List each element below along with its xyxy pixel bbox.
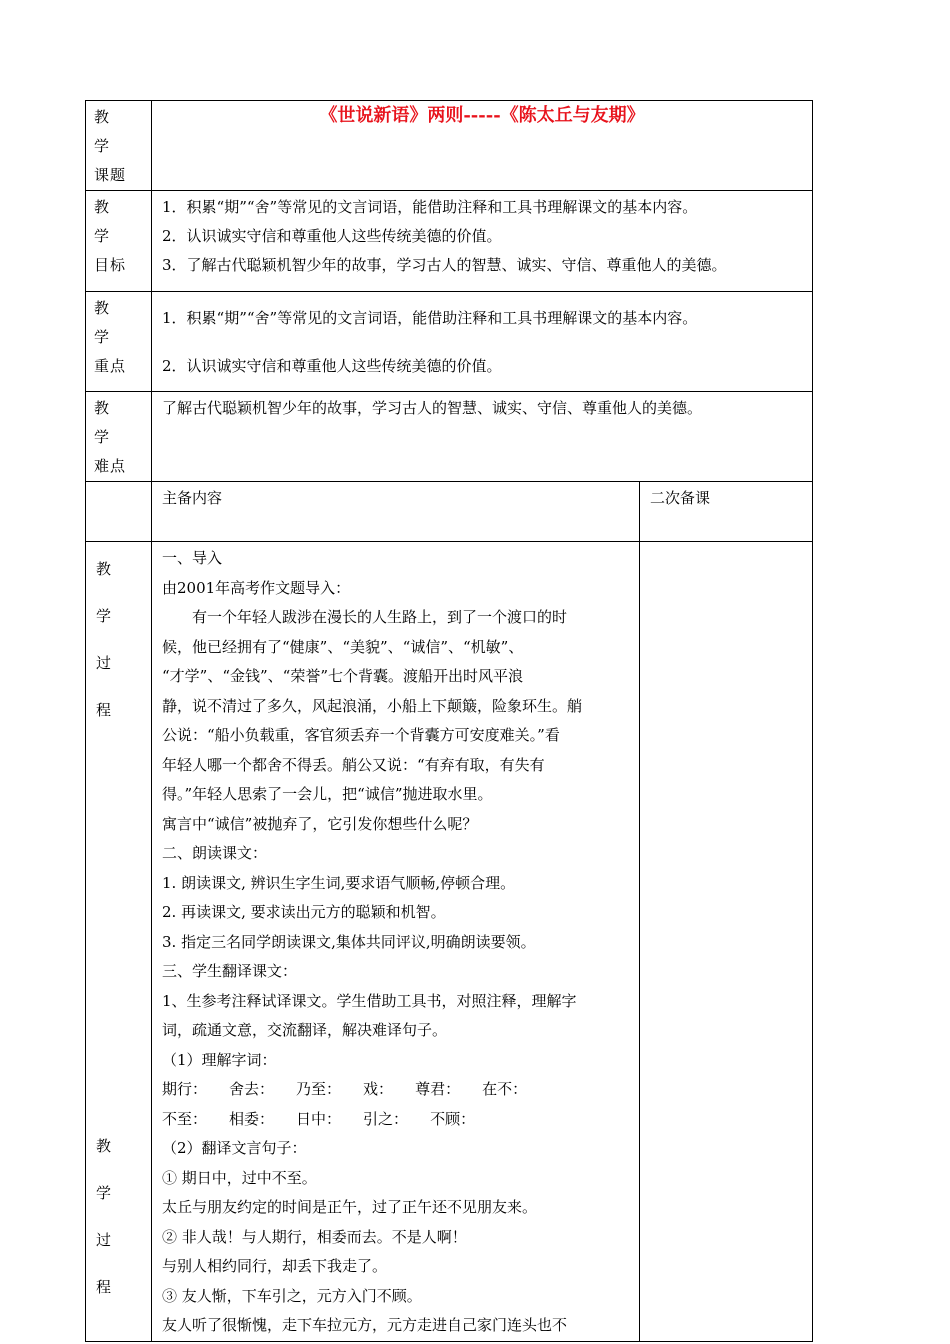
process-line: （1）理解字词： [162, 1050, 277, 1069]
header-row [86, 482, 813, 542]
process-line: 三、学生翻译课文： [162, 962, 298, 980]
process-label-cell [86, 542, 152, 1342]
goal-item: 1．积累“期”“舍”等常见的文言词语，能借助注释和工具书理解课文的基本内容。 [162, 198, 698, 216]
goals-label-line2: 目标 [94, 256, 127, 274]
process-line: 1、生参考注释试译课文。学生借助工具书，对照注释，理解字 [162, 991, 577, 1010]
difficulties-label-line2: 难点 [94, 457, 127, 475]
key-point-item: 2．认识诚实守信和尊重他人这些传统美德的价值。 [162, 357, 502, 375]
word-item: 舍去： [229, 1080, 275, 1098]
word-item: 尊君： [415, 1080, 461, 1098]
main-content-header [152, 482, 640, 542]
process-label-char: 学 [96, 1184, 112, 1202]
process-line: 3. 指定三名同学朗读课文,集体共同评议,明确朗读要领。 [162, 932, 536, 951]
word-item: 相委： [229, 1109, 275, 1128]
process-line: 年轻人哪一个都舍不得丢。艄公又说：“有弃有取，有失有 [162, 755, 545, 774]
goals-label [86, 191, 161, 292]
process-line: 友人听了很惭愧，走下车拉元方，元方走进自己家门连头也不 [162, 1316, 568, 1334]
topic-label-line1: 教 学 [94, 108, 161, 155]
secondary-prep-header-text: 二次备课 [650, 489, 711, 507]
goal-item: 3．了解古代聪颖机智少年的故事，学习古人的智慧、诚实、守信、尊重他人的美德。 [162, 256, 727, 274]
goals-label-line1: 教 学 [94, 198, 161, 245]
topic-cell [152, 101, 813, 191]
process-line: （2）翻译文言句子： [162, 1139, 307, 1157]
process-line: 静，说不清过了多久，风起浪涌，小船上下颠簸，险象环生。艄 [162, 696, 583, 715]
secondary-prep-cell [640, 542, 813, 1342]
difficulties-label-line1: 教 学 [94, 399, 161, 446]
topic-label [86, 101, 161, 191]
process-content-cell [152, 542, 640, 1342]
process-line: 1. 朗读课文, 辨识生字生词,要求语气顺畅,停顿合理。 [162, 873, 516, 892]
process-line: ① 期日中，过中不至。 [162, 1168, 317, 1187]
lesson-title: 《世说新语》两则-----《陈太丘与友期》 [319, 105, 645, 126]
goals-cell [152, 191, 813, 292]
process-line: 有一个年轻人跋涉在漫长的人生路上，到了一个渡口的时 [192, 608, 568, 626]
word-item: 不顾： [430, 1109, 476, 1128]
process-label-char: 教 [96, 1137, 112, 1155]
process-line: ③ 友人惭，下车引之，元方入门不顾。 [162, 1286, 422, 1305]
process-line: 2. 再读课文, 要求读出元方的聪颖和机智。 [162, 903, 446, 921]
process-line: ② 非人哉！与人期行，相委而去。不是人啊！ [162, 1227, 467, 1246]
word-item: 乃至： [296, 1080, 342, 1098]
word-list-row-2 [162, 1105, 633, 1135]
process-line: 得。”年轻人思索了一会儿，把“诚信”抛进取水里。 [162, 785, 493, 803]
process-label-char: 学 [96, 607, 112, 625]
key-point-item: 1．积累“期”“舍”等常见的文言词语，能借助注释和工具书理解课文的基本内容。 [162, 309, 698, 327]
process-label-char: 程 [96, 1278, 112, 1296]
key-points-label-line2: 重点 [94, 357, 127, 375]
process-line: 候，他已经拥有了“健康”、“美貌”、“诚信”、“机敏”、 [162, 637, 524, 656]
process-line: “才学”、“金钱”、“荣誉”七个背囊。渡船开出时风平浪 [162, 667, 524, 685]
process-line: 二、朗读课文： [162, 844, 268, 862]
process-line: 由2001年高考作文题导入： [162, 578, 351, 597]
process-row [86, 542, 813, 1342]
word-item: 日中： [296, 1109, 342, 1128]
secondary-prep-header [640, 482, 813, 542]
process-line: 词，疏通文意，交流翻译，解决难译句子。 [162, 1021, 448, 1039]
process-line: 太丘与朋友约定的时间是正午，过了正午还不见朋友来。 [162, 1198, 538, 1216]
topic-label-line2: 课题 [94, 166, 127, 184]
lesson-plan-table [85, 100, 813, 1342]
header-empty-cell [86, 482, 152, 542]
goals-row [86, 191, 813, 292]
word-item: 在不： [482, 1080, 528, 1098]
goal-item: 2．认识诚实守信和尊重他人这些传统美德的价值。 [162, 227, 502, 245]
process-line: 一、导入 [162, 549, 223, 567]
key-points-label [86, 292, 161, 392]
difficulties-label [86, 392, 161, 482]
word-item: 期行： [162, 1080, 208, 1098]
process-label-char: 程 [96, 701, 112, 719]
difficulties-row [86, 392, 813, 482]
main-content-header-text: 主备内容 [162, 489, 223, 507]
process-line: 公说：“船小负载重，客官须丢弃一个背囊方可安度难关。”看 [162, 726, 560, 744]
word-item: 戏： [363, 1080, 394, 1098]
word-list-row-1 [162, 1075, 633, 1105]
key-points-row [86, 292, 813, 392]
difficulty-text: 了解古代聪颖机智少年的故事，学习古人的智慧、诚实、守信、尊重他人的美德。 [162, 399, 703, 417]
process-label-char: 教 [96, 560, 112, 578]
process-label-char: 过 [96, 1231, 112, 1249]
difficulties-cell [152, 392, 813, 482]
process-line: 寓言中“诚信”被抛弃了，它引发你想些什么呢？ [162, 814, 478, 833]
word-item: 引之： [363, 1109, 409, 1128]
word-item: 不至： [162, 1109, 208, 1128]
topic-row [86, 101, 813, 191]
process-label-char: 过 [96, 654, 112, 672]
key-points-label-line1: 教 学 [94, 299, 161, 346]
key-points-cell [152, 292, 813, 392]
process-line: 与别人相约同行，却丢下我走了。 [162, 1257, 388, 1275]
